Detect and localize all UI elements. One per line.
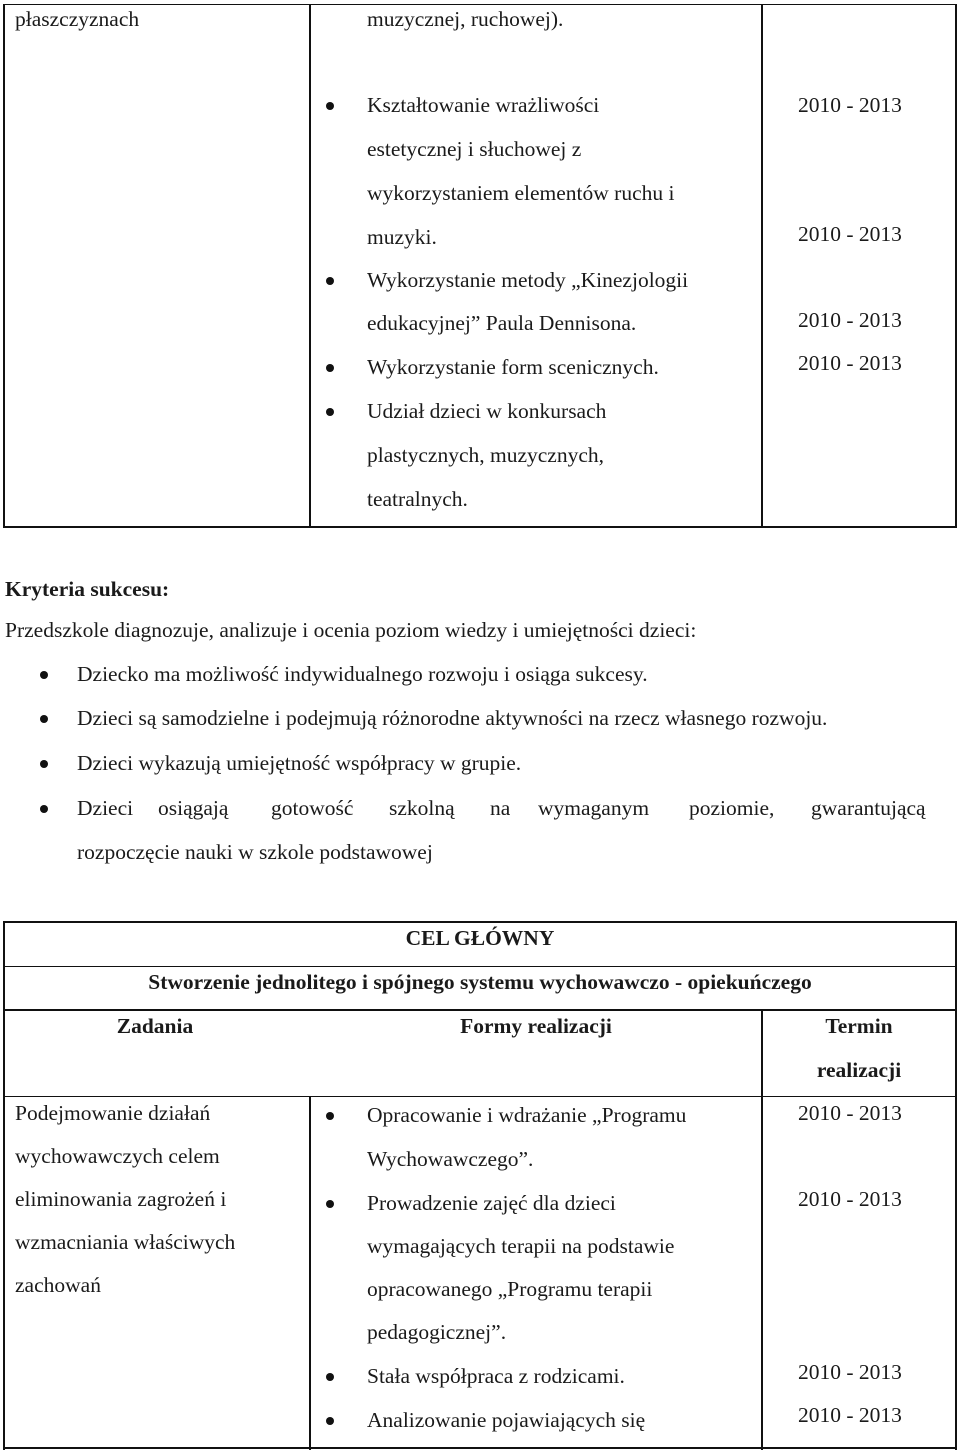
task-line: zachowań — [15, 1273, 101, 1297]
date-range: 2010 - 2013 — [798, 1360, 902, 1384]
list-item-line: Stała współpraca z rodzicami. — [367, 1364, 625, 1388]
list-item-line: opracowanego „Programu terapii — [367, 1277, 653, 1301]
list-item-line: pedagogicznej”. — [367, 1320, 507, 1344]
list-item-text: Dzieci są samodzielne i podejmują różnorodne aktywności na rzecz własnego rozwoju. — [77, 706, 828, 730]
bullet-icon — [40, 760, 48, 768]
list-item-line: Wykorzystanie form scenicznych. — [367, 355, 659, 379]
date-range: 2010 - 2013 — [798, 1101, 902, 1125]
date-range: 2010 - 2013 — [798, 1187, 902, 1211]
table-border-left — [3, 4, 5, 527]
table-row-divider — [3, 1096, 957, 1097]
table-column-divider — [309, 4, 311, 527]
list-item-line: Analizowanie pojawiających się — [367, 1408, 646, 1432]
table-border-right — [955, 921, 957, 1450]
table-column-divider — [761, 4, 763, 527]
date-range: 2010 - 2013 — [798, 1403, 902, 1427]
bullet-icon — [326, 1112, 334, 1120]
list-item-text: Dziecko ma możliwość indywidualnego rozwoju i osiąga sukcesy. — [77, 662, 648, 686]
word: gwarantującą — [811, 796, 926, 820]
table-border-bottom — [3, 1447, 957, 1449]
bullet-icon — [326, 408, 334, 416]
date-range: 2010 - 2013 — [798, 308, 902, 332]
task-text: płaszczyznach — [15, 7, 140, 31]
table-border-right — [955, 4, 957, 527]
bullet-icon — [326, 1373, 334, 1381]
date-range: 2010 - 2013 — [798, 93, 902, 117]
list-item-line: Kształtowanie wrażliwości — [367, 93, 600, 117]
list-item-line: Wychowawczego”. — [367, 1147, 534, 1171]
list-item-line: plastycznych, muzycznych, — [367, 443, 605, 467]
list-item-line: Opracowanie i wdrażanie „Programu — [367, 1103, 687, 1127]
list-item-line: wymagających terapii na podstawie — [367, 1234, 675, 1258]
table-row-divider — [3, 966, 957, 967]
word: szkolną — [389, 796, 455, 820]
bullet-icon — [40, 805, 48, 813]
bullet-icon — [326, 102, 334, 110]
list-item-text: Dzieci wykazują umiejętność współpracy w grupie. — [77, 751, 522, 775]
list-item-line: teatralnych. — [367, 487, 468, 511]
column-header-forms: Formy realizacji — [460, 1014, 612, 1038]
word: na — [490, 796, 511, 820]
column-header-term: Termin — [825, 1014, 893, 1038]
list-item-line: edukacyjnej” Paula Dennisona. — [367, 311, 637, 335]
list-item-line: wykorzystaniem elementów ruchu i — [367, 181, 675, 205]
list-item-line: Udział dzieci w konkursach — [367, 399, 607, 423]
word: Dzieci — [77, 796, 134, 820]
table-column-divider — [309, 1096, 311, 1450]
bullet-icon — [326, 277, 334, 285]
goal-subtitle: Stworzenie jednolitego i spójnego systemu wychowawczo - opiekuńczego — [148, 970, 812, 994]
table-border-top — [3, 921, 957, 923]
list-item-line: Prowadzenie zajęć dla dzieci — [367, 1191, 616, 1215]
section-heading: Kryteria sukcesu: — [5, 577, 170, 601]
task-line: Podejmowanie działań — [15, 1101, 211, 1125]
list-item-line: muzyki. — [367, 225, 437, 249]
section-intro: Przedszkole diagnozuje, analizuje i ocenia poziom wiedzy i umiejętności dzieci: — [5, 618, 697, 642]
task-line: wzmacniania właściwych — [15, 1230, 236, 1254]
bullet-icon — [326, 364, 334, 372]
word: gotowość — [271, 796, 354, 820]
word: wymaganym — [538, 796, 650, 820]
word: poziomie, — [689, 796, 775, 820]
form-text: muzycznej, ruchowej). — [367, 7, 564, 31]
bullet-icon — [40, 671, 48, 679]
list-item-line: Wykorzystanie metody „Kinezjologii — [367, 268, 689, 292]
table-border-left — [3, 921, 5, 1450]
table-border-top — [3, 4, 957, 5]
date-range: 2010 - 2013 — [798, 351, 902, 375]
column-header-term: realizacji — [816, 1058, 902, 1082]
word: osiągają — [158, 796, 229, 820]
task-line: eliminowania zagrożeń i — [15, 1187, 227, 1211]
bullet-icon — [326, 1200, 334, 1208]
bullet-icon — [40, 715, 48, 723]
table-border-bottom — [3, 526, 957, 528]
date-range: 2010 - 2013 — [798, 222, 902, 246]
list-item-line: estetycznej i słuchowej z — [367, 137, 582, 161]
goal-title: CEL GŁÓWNY — [405, 926, 555, 950]
task-line: wychowawczych celem — [15, 1144, 220, 1168]
list-item-text: rozpoczęcie nauki w szkole podstawowej — [77, 840, 433, 864]
table-row-divider — [3, 1009, 957, 1011]
column-header-tasks: Zadania — [116, 1014, 194, 1038]
bullet-icon — [326, 1417, 334, 1425]
